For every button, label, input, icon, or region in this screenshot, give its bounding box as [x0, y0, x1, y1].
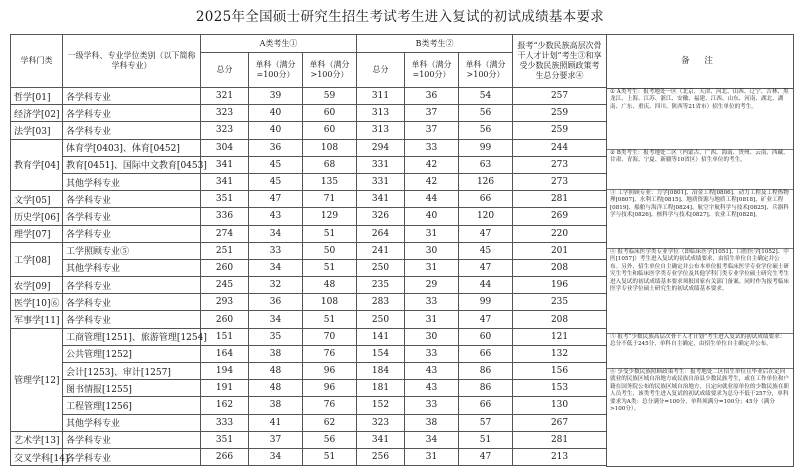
cell-discipline: 军事学[11] [11, 311, 63, 328]
note-3: ③ 工学照顾专业：力学[0801]、冶金工程[0806]、动力工程及工程热物理[0807]、水利工程[0815]、地质资源与地质工程[0818]、矿业工程[0819]、船舶与海洋工程[0824]、航空宇航科学与技术[0825]、兵器科学与技术[0826]、核科学与技术[0827]、农业工程[0828]。 [607, 190, 793, 249]
cell-b-single-100: 30 [405, 242, 459, 259]
cell-a-single-100: 36 [249, 294, 303, 311]
cell-b-single-100: 38 [405, 414, 459, 431]
cell-a-total: 321 [201, 88, 249, 105]
cell-a-single-over-100: 70 [303, 328, 357, 345]
cell-b-single-over-100: 99 [459, 294, 513, 311]
table-row [11, 225, 607, 242]
header-a-single-over-100: 单科（满分>100分） [303, 53, 357, 88]
cell-a-single-over-100: 129 [303, 208, 357, 225]
cell-a-total: 323 [201, 105, 249, 122]
table-row [11, 156, 607, 173]
cell-a-single-over-100: 108 [303, 139, 357, 156]
cell-b-total: 326 [357, 208, 405, 225]
cell-b-single-100: 30 [405, 328, 459, 345]
table-row [11, 363, 607, 380]
cell-a-single-100: 37 [249, 431, 303, 448]
cell-b-single-100: 29 [405, 277, 459, 294]
cell-a-single-over-100: 51 [303, 259, 357, 276]
note-4: ④ 报考临床医学类专业学位（即临床医学[1051]、口腔医学[1052]、中医[1057]）考生进入复试的初试成绩要求，由招生单位自主确定并公布。另外，招生单位自主确定并公布本单位报考临床医学专业学位硕士研究生考生和临床医学类专业学位及其他学科门类专业学位硕士研究生考生进入复试的初试成绩基本要求须报国家有关部门备案。同时作为报考临床医学专业学位硕士研究生的初试成绩基本要求。 [607, 249, 793, 334]
cell-a-single-over-100: 96 [303, 380, 357, 397]
cell-b-single-over-100: 56 [459, 122, 513, 139]
cell-a-single-100: 40 [249, 122, 303, 139]
cell-b-total: 141 [357, 328, 405, 345]
cell-special-total: 208 [513, 259, 607, 276]
cell-subject: 各学科专业 [63, 431, 201, 448]
cell-b-total: 250 [357, 259, 405, 276]
score-table [10, 34, 607, 466]
cell-a-single-over-100: 96 [303, 363, 357, 380]
table-row [11, 259, 607, 276]
cell-a-single-100: 38 [249, 345, 303, 362]
cell-a-single-over-100: 68 [303, 156, 357, 173]
cell-special-total: 130 [513, 397, 607, 414]
table-row [11, 277, 607, 294]
cell-subject: 工学照顾专业⑤ [63, 242, 201, 259]
header-subject: 一级学科、专业学位类别（以下简称学科专业） [63, 35, 201, 88]
cell-a-single-100: 34 [249, 448, 303, 465]
page-title: 2025年全国硕士研究生招生考试考生进入复试的初试成绩基本要求 [195, 9, 605, 25]
cell-subject: 会计[1253]、审计[1257] [63, 363, 201, 380]
cell-b-total: 341 [357, 191, 405, 208]
cell-b-single-100: 37 [405, 122, 459, 139]
cell-b-single-100: 37 [405, 105, 459, 122]
table-row [11, 139, 607, 156]
cell-a-single-100: 45 [249, 156, 303, 173]
cell-b-total: 313 [357, 122, 405, 139]
cell-a-single-100: 33 [249, 242, 303, 259]
cell-a-single-over-100: 108 [303, 294, 357, 311]
cell-b-single-over-100: 126 [459, 173, 513, 190]
cell-special-total: 281 [513, 431, 607, 448]
cell-b-single-over-100: 51 [459, 431, 513, 448]
cell-b-total: 181 [357, 380, 405, 397]
cell-discipline: 工学[08] [11, 242, 63, 276]
cell-a-total: 304 [201, 139, 249, 156]
cell-b-single-over-100: 66 [459, 191, 513, 208]
cell-a-total: 151 [201, 328, 249, 345]
cell-a-single-over-100: 76 [303, 397, 357, 414]
cell-discipline: 艺术学[13] [11, 431, 63, 448]
cell-b-single-over-100: 86 [459, 380, 513, 397]
cell-discipline: 农学[09] [11, 277, 63, 294]
cell-a-total: 293 [201, 294, 249, 311]
cell-b-single-over-100: 66 [459, 345, 513, 362]
cell-a-single-over-100: 135 [303, 173, 357, 190]
notes-panel [606, 34, 794, 467]
cell-special-total: 244 [513, 139, 607, 156]
cell-b-single-over-100: 47 [459, 448, 513, 465]
cell-discipline: 经济学[02] [11, 105, 63, 122]
cell-b-total: 154 [357, 345, 405, 362]
cell-a-single-over-100: 76 [303, 345, 357, 362]
cell-a-single-100: 35 [249, 328, 303, 345]
cell-discipline: 教育学[04] [11, 139, 63, 191]
cell-subject: 各学科专业 [63, 448, 201, 465]
cell-b-single-over-100: 60 [459, 328, 513, 345]
cell-a-single-over-100: 51 [303, 448, 357, 465]
cell-b-single-100: 33 [405, 294, 459, 311]
cell-b-single-over-100: 120 [459, 208, 513, 225]
table-row [11, 414, 607, 431]
note-1: ① A类考生：报考地处一区（北京、天津、河北、山西、辽宁、吉林、黑龙江、上海、江苏、浙江、安徽、福建、江西、山东、河南、湖北、湖南、广东、重庆、四川、陕西等21省市）招生单位的考生。 [607, 89, 793, 150]
cell-b-total: 235 [357, 277, 405, 294]
cell-subject: 公共管理[1252] [63, 345, 201, 362]
table-row [11, 345, 607, 362]
cell-b-single-100: 43 [405, 380, 459, 397]
cell-a-total: 260 [201, 259, 249, 276]
cell-discipline: 管理学[12] [11, 328, 63, 431]
cell-special-total: 267 [513, 414, 607, 431]
cell-discipline: 理学[07] [11, 225, 63, 242]
cell-b-single-100: 33 [405, 345, 459, 362]
cell-a-single-100: 45 [249, 173, 303, 190]
cell-special-total: 273 [513, 156, 607, 173]
cell-special-total: 259 [513, 122, 607, 139]
cell-a-single-100: 41 [249, 414, 303, 431]
cell-discipline: 医学[10]⑥ [11, 294, 63, 311]
cell-b-single-100: 44 [405, 191, 459, 208]
cell-b-single-over-100: 56 [459, 105, 513, 122]
cell-a-single-100: 38 [249, 397, 303, 414]
cell-discipline: 交叉学科[14] [11, 448, 63, 465]
cell-a-total: 260 [201, 311, 249, 328]
cell-special-total: 156 [513, 363, 607, 380]
cell-a-total: 194 [201, 363, 249, 380]
cell-b-single-over-100: 47 [459, 259, 513, 276]
cell-special-total: 153 [513, 380, 607, 397]
cell-b-single-100: 31 [405, 311, 459, 328]
header-zone-a: A类考生① [201, 35, 357, 53]
notes-header: 备 注 [607, 35, 793, 89]
cell-a-total: 274 [201, 225, 249, 242]
cell-special-total: 208 [513, 311, 607, 328]
table-row [11, 380, 607, 397]
table-row [11, 242, 607, 259]
cell-a-total: 351 [201, 431, 249, 448]
table-row [11, 328, 607, 345]
cell-b-single-100: 31 [405, 448, 459, 465]
table-row [11, 208, 607, 225]
cell-a-total: 341 [201, 156, 249, 173]
cell-a-single-over-100: 60 [303, 122, 357, 139]
cell-subject: 工程管理[1256] [63, 397, 201, 414]
cell-a-total: 323 [201, 122, 249, 139]
cell-b-single-100: 31 [405, 259, 459, 276]
cell-a-single-over-100: 62 [303, 414, 357, 431]
cell-a-total: 351 [201, 191, 249, 208]
cell-b-total: 283 [357, 294, 405, 311]
cell-b-single-over-100: 47 [459, 225, 513, 242]
cell-special-total: 235 [513, 294, 607, 311]
cell-subject: 各学科专业 [63, 277, 201, 294]
cell-a-total: 245 [201, 277, 249, 294]
table-row [11, 294, 607, 311]
cell-a-single-over-100: 59 [303, 88, 357, 105]
cell-b-total: 341 [357, 431, 405, 448]
cell-b-total: 241 [357, 242, 405, 259]
cell-a-single-over-100: 51 [303, 225, 357, 242]
cell-subject: 各学科专业 [63, 294, 201, 311]
cell-special-total: 220 [513, 225, 607, 242]
cell-special-total: 121 [513, 328, 607, 345]
cell-b-single-over-100: 44 [459, 277, 513, 294]
cell-a-total: 336 [201, 208, 249, 225]
cell-special-total: 273 [513, 173, 607, 190]
header-zone-b: B类考生② [357, 35, 513, 53]
cell-b-single-100: 43 [405, 363, 459, 380]
cell-a-total: 191 [201, 380, 249, 397]
cell-b-single-over-100: 47 [459, 311, 513, 328]
cell-discipline: 历史学[06] [11, 208, 63, 225]
cell-subject: 工商管理[1251]、旅游管理[1254] [63, 328, 201, 345]
cell-b-single-over-100: 86 [459, 363, 513, 380]
cell-a-single-100: 40 [249, 105, 303, 122]
cell-b-total: 331 [357, 173, 405, 190]
header-b-total: 总分 [357, 53, 405, 88]
cell-subject: 各学科专业 [63, 225, 201, 242]
table-row [11, 173, 607, 190]
cell-a-total: 341 [201, 173, 249, 190]
table-row [11, 431, 607, 448]
note-6: ⑥ 享受少数民族照顾政策考生：报考地处二区招生单位且毕业后在定向就业的民族区域自治地方或民族自治县少数民族考生，或在工作单位和户籍在国务院公布的民族区域自治地方，且定向就业原单位的少数民族在职人员考生，该类考生进入复试的初试成绩要求为总分不低于257分，单科要求为A类：总分满分=100分，单科须满分=100分；45分（满分>100分）。 [610, 369, 790, 413]
cell-b-single-100: 34 [405, 431, 459, 448]
cell-subject: 各学科专业 [63, 311, 201, 328]
cell-special-total: 196 [513, 277, 607, 294]
cell-subject: 各学科专业 [63, 122, 201, 139]
cell-special-total: 213 [513, 448, 607, 465]
cell-a-single-over-100: 51 [303, 311, 357, 328]
table-row [11, 397, 607, 414]
cell-a-total: 162 [201, 397, 249, 414]
cell-b-single-100: 31 [405, 225, 459, 242]
cell-b-single-over-100: 99 [459, 139, 513, 156]
cell-b-single-over-100: 66 [459, 397, 513, 414]
note-5: ⑤ 报考“少数民族高层次骨干人才计划”考生进入复试的初试成绩要求：总分不低于245分，单科自主确定，由招生单位自主确定并公布。 [607, 334, 793, 369]
cell-b-total: 331 [357, 156, 405, 173]
cell-subject: 各学科专业 [63, 208, 201, 225]
table-row [11, 88, 607, 105]
cell-b-total: 250 [357, 311, 405, 328]
table-row [11, 122, 607, 139]
cell-subject: 各学科专业 [63, 88, 201, 105]
cell-subject: 其他学科专业 [63, 259, 201, 276]
cell-special-total: 257 [513, 88, 607, 105]
cell-b-single-100: 33 [405, 139, 459, 156]
cell-discipline: 法学[03] [11, 122, 63, 139]
cell-a-single-100: 34 [249, 311, 303, 328]
cell-a-total: 164 [201, 345, 249, 362]
cell-a-single-100: 39 [249, 88, 303, 105]
cell-b-total: 264 [357, 225, 405, 242]
cell-special-total: 281 [513, 191, 607, 208]
cell-a-total: 333 [201, 414, 249, 431]
cell-a-single-over-100: 71 [303, 191, 357, 208]
cell-a-single-over-100: 48 [303, 277, 357, 294]
cell-b-total: 256 [357, 448, 405, 465]
header-b-single-100: 单科（满分=100分） [405, 53, 459, 88]
cell-b-single-over-100: 63 [459, 156, 513, 173]
cell-a-single-100: 48 [249, 380, 303, 397]
cell-b-single-100: 33 [405, 397, 459, 414]
cell-discipline: 文学[05] [11, 191, 63, 208]
cell-a-single-100: 34 [249, 259, 303, 276]
table-row [11, 191, 607, 208]
header-a-single-100: 单科（满分=100分） [249, 53, 303, 88]
cell-a-single-100: 32 [249, 277, 303, 294]
cell-subject: 图书情报[1255] [63, 380, 201, 397]
cell-b-total: 313 [357, 105, 405, 122]
cell-a-single-over-100: 56 [303, 431, 357, 448]
header-discipline: 学科门类 [11, 35, 63, 88]
cell-a-single-100: 34 [249, 225, 303, 242]
header-special: 报考“少数民族高层次骨干人才计划”考生③和享受少数民族照顾政策考生总分要求④ [513, 35, 607, 88]
cell-subject: 其他学科专业 [63, 173, 201, 190]
cell-a-total: 251 [201, 242, 249, 259]
cell-a-single-100: 48 [249, 363, 303, 380]
note-2: ② B类考生：报考地处二区（内蒙古、广西、海南、贵州、云南、西藏、甘肃、青海、宁夏、新疆等10省区）招生单位的考生。 [607, 150, 793, 190]
cell-b-total: 184 [357, 363, 405, 380]
cell-special-total: 269 [513, 208, 607, 225]
cell-b-single-100: 42 [405, 156, 459, 173]
cell-special-total: 259 [513, 105, 607, 122]
cell-b-total: 294 [357, 139, 405, 156]
cell-b-single-100: 42 [405, 173, 459, 190]
content-area [0, 34, 800, 469]
cell-special-total: 201 [513, 242, 607, 259]
table-row [11, 311, 607, 328]
table-row [11, 105, 607, 122]
cell-a-total: 266 [201, 448, 249, 465]
cell-a-single-over-100: 50 [303, 242, 357, 259]
cell-discipline: 哲学[01] [11, 88, 63, 105]
cell-b-total: 311 [357, 88, 405, 105]
cell-a-single-over-100: 60 [303, 105, 357, 122]
header-a-total: 总分 [201, 53, 249, 88]
cell-special-total: 132 [513, 345, 607, 362]
cell-b-single-over-100: 57 [459, 414, 513, 431]
cell-a-single-100: 47 [249, 191, 303, 208]
cell-b-total: 323 [357, 414, 405, 431]
cell-a-single-100: 36 [249, 139, 303, 156]
cell-b-total: 152 [357, 397, 405, 414]
cell-subject: 各学科专业 [63, 105, 201, 122]
table-row [11, 448, 607, 465]
cell-subject: 教育[0451]、国际中文教育[0453] [63, 156, 201, 173]
cell-b-single-over-100: 54 [459, 88, 513, 105]
cell-subject: 各学科专业 [63, 191, 201, 208]
header-b-single-over-100: 单科（满分>100分） [459, 53, 513, 88]
cell-subject: 其他学科专业 [63, 414, 201, 431]
cell-b-single-100: 40 [405, 208, 459, 225]
cell-a-single-100: 43 [249, 208, 303, 225]
cell-subject: 体育学[0403]、体育[0452] [63, 139, 201, 156]
cell-b-single-over-100: 45 [459, 242, 513, 259]
cell-b-single-100: 36 [405, 88, 459, 105]
